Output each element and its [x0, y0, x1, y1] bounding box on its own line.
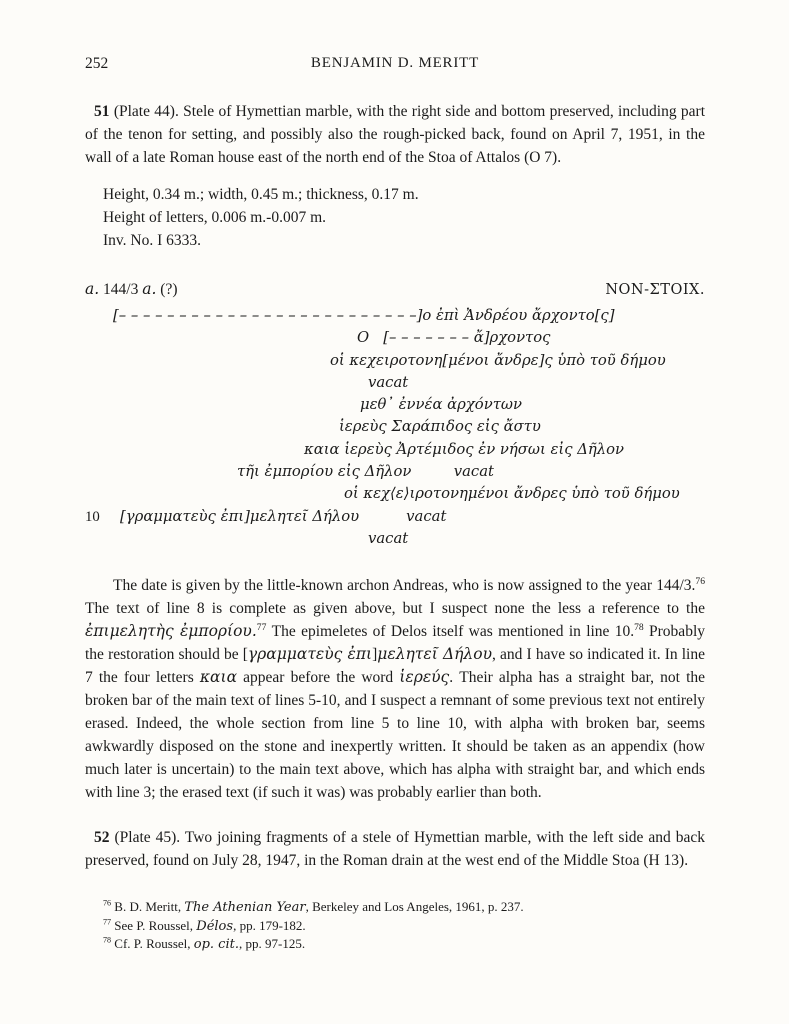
discussion-paragraph: The date is given by the little-known archon Andreas, who is now assigned to the year 144/3.76 The text of line 8 is complete as given above, but I suspect none the less a reference to the ἐπιμελητὴς ἐμπορίου.$^{77}$ The epimeletes of Delos itself was mentioned in line 10.78 Probably the restoration should be [γραμματεὺς ἐπι]μελητεῖ Δήλου, and I have so indicated it. In line 7 the four letters καια appear before the word ἱερεύς. Their alpha has a straight bar, not the broken bar of the main text of lines 5-10, and I suspect a remnant of some previous text not entirely erased. Indeed, the whole section from line 5 to line 10, with alpha with broken bar, seems awkwardly disposed on the stone and inexpertly written. It should be taken as an appendix (how much later is uncertain) to the main text above, which has alpha with straight bar, and which ends with line 3; the erased text (if such it was) was probably earlier than both.	[85, 576, 706, 802]
date-label: a. 144/3 a. (?)	[85, 280, 178, 298]
inscription-line-3: οἱ κεχειροτονη[μένοι ἄνδρε]ς ὑπὸ τοῦ δήμου	[330, 351, 666, 369]
inscription-line-11: vacat	[368, 529, 409, 547]
footnote-78: $^{78}$ Cf. P. Roussel, op. cit., pp. 97-125.	[103, 935, 306, 953]
inscription-line-10-text: [γραμματεὺς ἐπι]μελητεῖ Δήλου vacat	[120, 507, 447, 525]
footnote-76: $^{76}$ B. D. Meritt, The Athenian Year, Berkeley and Los Angeles, 1961, p. 237.	[103, 898, 524, 916]
running-head-author: BENJAMIN D. MERITT	[310, 55, 480, 71]
running-header	[85, 52, 705, 74]
entry-51-paragraph: 51 (Plate 44). Stele of Hymettian marble, with the right side and bottom preserved, including part of the tenon for setting, and possibly also the rough-picked back, found on April 7, 1951, in the wall of a late Roman house east of the north end of the Stoa of Attalos (O 7).	[85, 103, 705, 166]
inscription-line-7: καια ἱερεὺς Ἀρτέμιδος ἐν νήσωι εἰς Δῆλον	[304, 440, 625, 458]
inscription-line-5: μεθ᾽ ἐννέα ἀρχόντων	[360, 396, 522, 414]
inscription-line-10	[85, 506, 705, 528]
measurement-letter-height: Height of letters, 0.006 m.-0.007 m.	[103, 209, 326, 226]
measurements-block	[103, 183, 705, 252]
inscription-line-2: Ο [– – – – – – – ἄ]ρχοντος	[357, 329, 551, 347]
inscription-line-8: τῆι ἐμπορίου εἰς Δῆλον vacat	[237, 463, 494, 481]
inscription-line-9: οἱ κεχ⟨ε⟩ιροτονημένοι ἄνδρες ὑπὸ τοῦ δήμου	[344, 485, 680, 503]
inscription-line-number: 10	[85, 508, 100, 525]
date-stoich-row	[85, 278, 705, 302]
stoichedon-label: NON-ΣΤΟΙΧ.	[605, 282, 705, 298]
inscription-line-6: ἱερεὺς Σαράπιδος εἰς ἄστυ	[339, 418, 541, 436]
page-number: 252	[85, 55, 109, 72]
inscription-line-1: [– – – – – – – – – – – – – – – – – – – – – – – – –]ο ἐπὶ Ἀνδρέου ἄρχοντο[ς]	[113, 307, 615, 324]
footnote-77: $^{77}$ See P. Roussel, Délos, pp. 179-182.	[103, 917, 306, 934]
inventory-number: Inv. No. I 6333.	[103, 232, 202, 249]
measurement-dimensions: Height, 0.34 m.; width, 0.45 m.; thickness, 0.17 m.	[103, 186, 419, 203]
footnotes-block	[85, 898, 705, 954]
inscription-block	[85, 305, 705, 550]
entry-52-paragraph: 52 (Plate 45). Two joining fragments of a stele of Hymettian marble, with the left side and back preserved, found on July 28, 1947, in the Roman drain at the west end of the Middle Stoa (H 13).	[85, 829, 705, 870]
inscription-line-4: vacat	[368, 373, 409, 391]
